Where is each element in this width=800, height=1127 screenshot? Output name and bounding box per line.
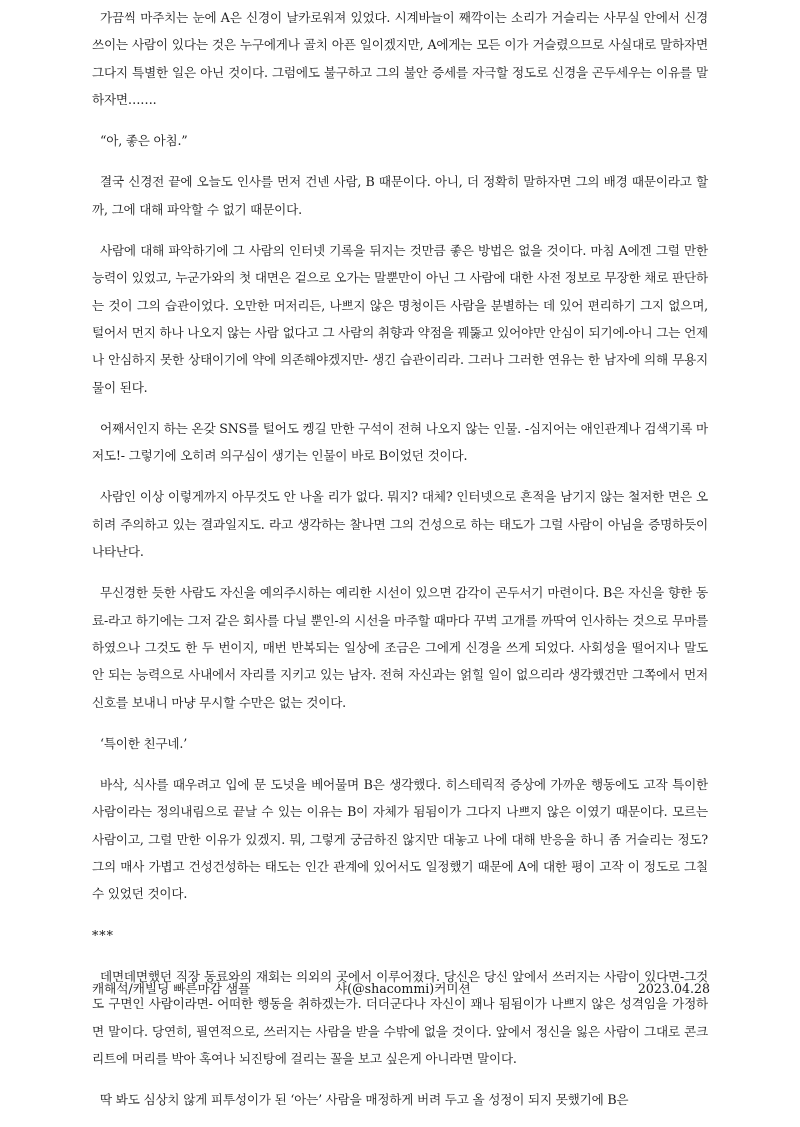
paragraph-9: 바삭, 식사를 때우려고 입에 문 도넛을 베어물며 B은 생각했다. 히스테릭적 증상에 가까운 행동에도 고작 특이한 사람이라는 정의내림으로 끝날 수 있는 이유는 B이 자체가 됨됨이가 그다지 나쁘지 않은 이였기 때문이다. 모르는 사람이고, 그럴 만한 이유가 있겠지. 뭐, 그렇게 궁금하진 않지만 대놓고 나에 대해 반응을 하니 좀 거슬리는 정도? 그의 매사 가볍고 건성건성하는 태도는 인간 관계에 있어서도 일정했기 때문에 A에 대한 평이 고작 이 정도로 그칠 수 있었던 것이다. xyxy=(92,777,708,902)
paragraph-11: 딱 봐도 심상치 않게 피투성이가 된 ‘아는’ 사람을 매정하게 버려 두고 올 성정이 되지 못했기에 B은 xyxy=(100,1092,629,1108)
paragraph-2-dialogue: “아, 좋은 아침.” xyxy=(100,133,188,149)
paragraph-10: 데면데면했던 직장 동료와의 재회는 의외의 곳에서 이루어졌다. 당신은 당신 앞에서 쓰러지는 사람이 있다면-그것도 구면인 사람이라면- 어떠한 행동을 취하겠는가. 더더군다나 자신이 꽤나 됨됨이가 나쁘지 않은 성격임을 가정하면 말이다. 당연히, 필연적으로, 쓰러지는 사람을 받을 수밖에 없을 것이다. 앞에서 정신을 잃은 사람이 그대로 콘크리트에 머리를 박아 혹여나 뇌진탕에 걸리는 꼴을 보고 싶은게 아니라면 말이다. xyxy=(92,968,708,1066)
scene-separator: *** xyxy=(92,927,114,943)
paragraph-5: 어째서인지 하는 온갖 SNS를 털어도 켕길 만한 구석이 전혀 나오지 않는 인물. -심지어는 애인관계나 검색기록 마저도!- 그렇기에 오히려 의구심이 생기는 인물이 바로 B이었던 것이다. xyxy=(92,420,708,464)
paragraph-7: 무신경한 듯한 사람도 자신을 예의주시하는 예리한 시선이 있으면 감각이 곤두서기 마련이다. B은 자신을 향한 동료-라고 하기에는 그저 같은 회사를 다닐 뿐인-의 시선을 마주할 때마다 꾸벅 고개를 까딱여 인사하는 것으로 무마를 하였으나 그것도 한 두 번이지, 매번 반복되는 일상에 조금은 그에게 신경을 쓰게 되었다. 사회성을 떨어지나 말도 안 되는 능력으로 사내에서 자리를 지키고 있는 남자. 전혀 자신과는 얽힐 일이 없으리라 생각했건만 그쪽에서 먼저 신호를 보내니 마냥 무시할 수만은 없는 것이다. xyxy=(92,585,708,710)
footer-author: 샤(@shacommi)커미션 xyxy=(335,981,471,996)
paragraph-4: 사람에 대해 파악하기에 그 사람의 인터넷 기록을 뒤지는 것만큼 좋은 방법은 없을 것이다. 마침 A에겐 그럴 만한 능력이 있었고, 누군가와의 첫 대면은 겉으로 오가는 말뿐만이 아닌 그 사람에 대한 사전 정보로 무장한 채로 판단하는 것이 그의 습관이었다. 오만한 머저리든, 나쁘지 않은 명청이든 사람을 분별하는 데 있어 편리하기 그지 없으며, 털어서 먼지 하나 나오지 않는 사람 없다고 그 사람의 취향과 약점을 꿰뚫고 있어야만 안심이 되기에-아니 그는 언제나 안심하지 못한 상태이기에 약에 의존해야겠지만- 생긴 습관이리라. 그러나 그러한 연유는 한 남자에 의해 무용지물이 된다. xyxy=(92,243,708,395)
footer-title: 캐해석/캐빌딩 빠른마감 샘플 xyxy=(92,981,251,996)
document-body xyxy=(92,4,708,1127)
paragraph-6: 사람인 이상 이렇게까지 아무것도 안 나올 리가 없다. 뭐지? 대체? 인터넷으로 흔적을 남기지 않는 철저한 면은 오히려 주의하고 있는 결과일지도. 라고 생각하는 찰나면 그의 건성으로 하는 태도가 그럴 사람이 아님을 증명하듯이 나타난다. xyxy=(92,489,708,560)
footer-date: 2023.04.28 xyxy=(637,981,710,996)
paragraph-8-thought: ‘특이한 친구네.’ xyxy=(100,735,188,751)
page-footer xyxy=(92,978,710,1000)
paragraph-1: 가끔씩 마주치는 눈에 A은 신경이 날카로워져 있었다. 시계바늘이 째깍이는 소리가 거슬리는 사무실 안에서 신경 쓰이는 사람이 있다는 것은 누구에게나 골치 아픈 일이겠지만, A에게는 모든 이가 거슬렸으므로 사실대로 말하자면 그다지 특별한 일은 아닌 것이다. 그럼에도 불구하고 그의 불안 증세를 자극할 정도로 신경을 곤두세우는 이유를 말하자면……. xyxy=(92,10,708,107)
paragraph-3: 결국 신경전 끝에 오늘도 인사를 먼저 건넨 사람, B 때문이다. 아니, 더 정확히 말하자면 그의 배경 때문이라고 할까, 그에 대해 파악할 수 없기 때문이다. xyxy=(92,174,708,217)
